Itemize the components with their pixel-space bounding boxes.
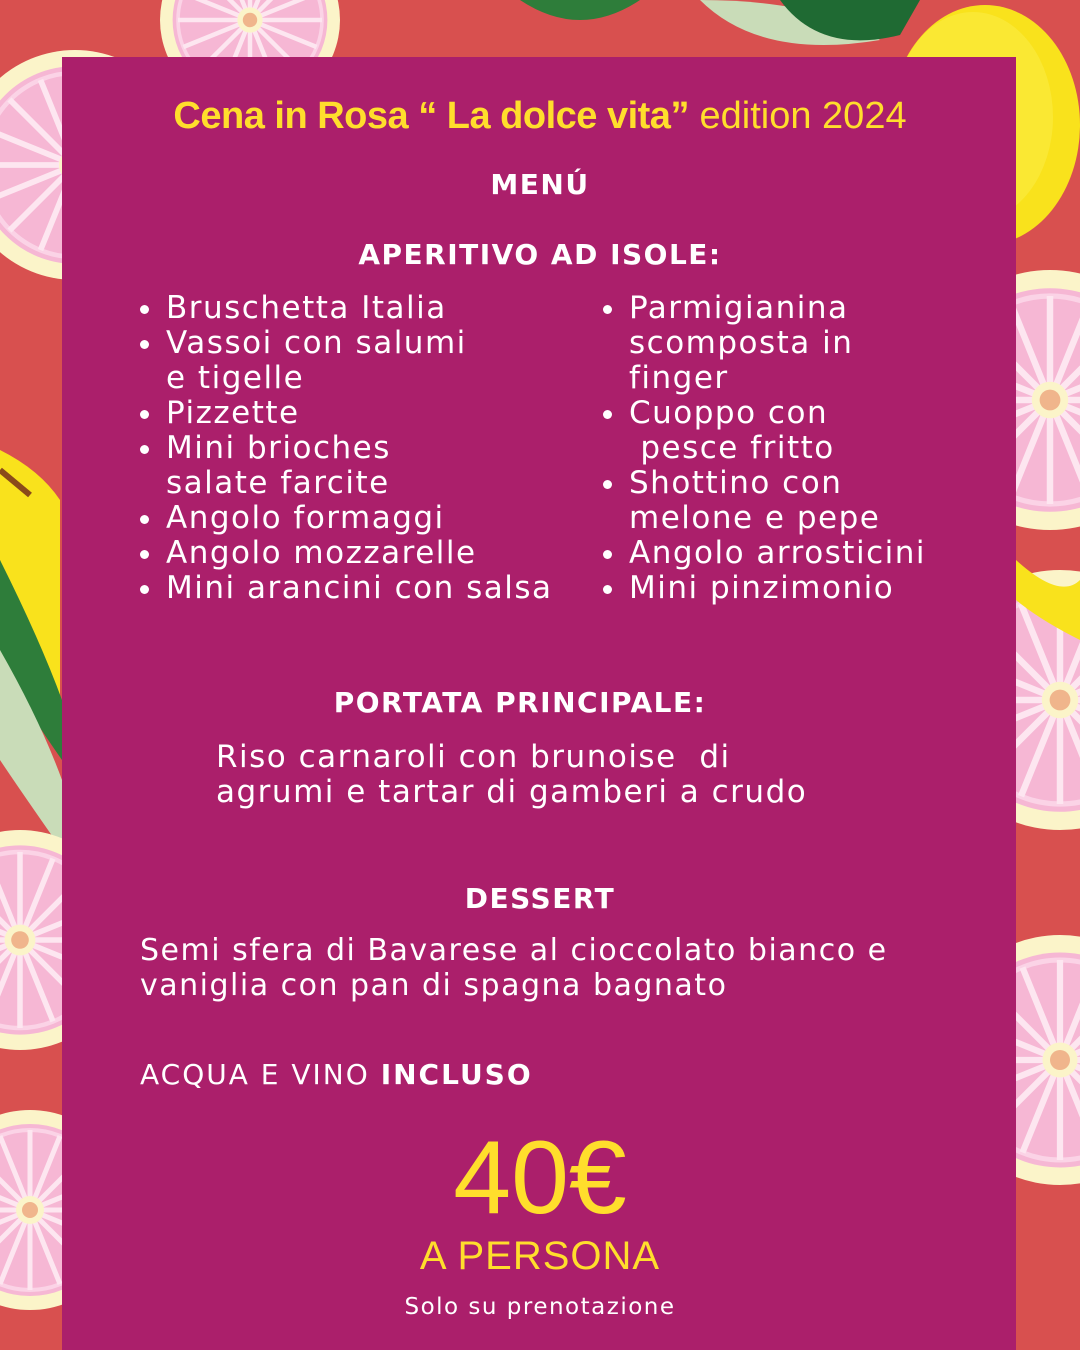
price-per-person: A PERSONA — [419, 1234, 661, 1278]
aperitivo-list-right — [601, 291, 926, 606]
main-course-heading: PORTATA PRINCIPALE: — [333, 686, 707, 719]
dessert-heading: DESSERT — [464, 882, 616, 915]
list-item: Shottino con melone e pepe — [601, 466, 926, 536]
event-title-main: Cena in Rosa “ La dolce vita” — [173, 95, 689, 137]
list-item: Mini brioches salate farcite — [138, 431, 553, 501]
aperitivo-list-left — [138, 291, 553, 606]
event-title — [0, 95, 1080, 138]
list-item: Vassoi con salumi e tigelle — [138, 326, 553, 396]
reservation-note: Solo su prenotazione — [404, 1294, 676, 1320]
list-item: Angolo arrosticini — [601, 536, 926, 571]
dessert-text: Semi sfera di Bavarese al cioccolato bianco e vaniglia con pan di spagna bagnato — [140, 933, 888, 1003]
list-item: Bruschetta Italia — [138, 291, 553, 326]
list-item: Pizzette — [138, 396, 553, 431]
list-item: Mini arancini con salsa — [138, 571, 553, 606]
drinks-note — [140, 1058, 533, 1091]
main-course-text: Riso carnaroli con brunoise di agrumi e tartar di gamberi a crudo — [216, 739, 808, 810]
list-item: Parmigianina scomposta in finger — [601, 291, 926, 396]
list-item: Cuoppo con pesce fritto — [601, 396, 926, 466]
event-title-edition: edition 2024 — [699, 95, 907, 137]
list-item: Angolo formaggi — [138, 501, 553, 536]
drinks-included: INCLUSO — [380, 1058, 533, 1091]
drinks-prefix: ACQUA E VINO — [140, 1058, 370, 1091]
list-item: Angolo mozzarelle — [138, 536, 553, 571]
list-item: Mini pinzimonio — [601, 571, 926, 606]
price-amount: 40€ — [453, 1120, 627, 1236]
aperitivo-heading: APERITIVO AD ISOLE: — [358, 238, 722, 271]
menu-heading: MENÚ — [490, 168, 590, 201]
